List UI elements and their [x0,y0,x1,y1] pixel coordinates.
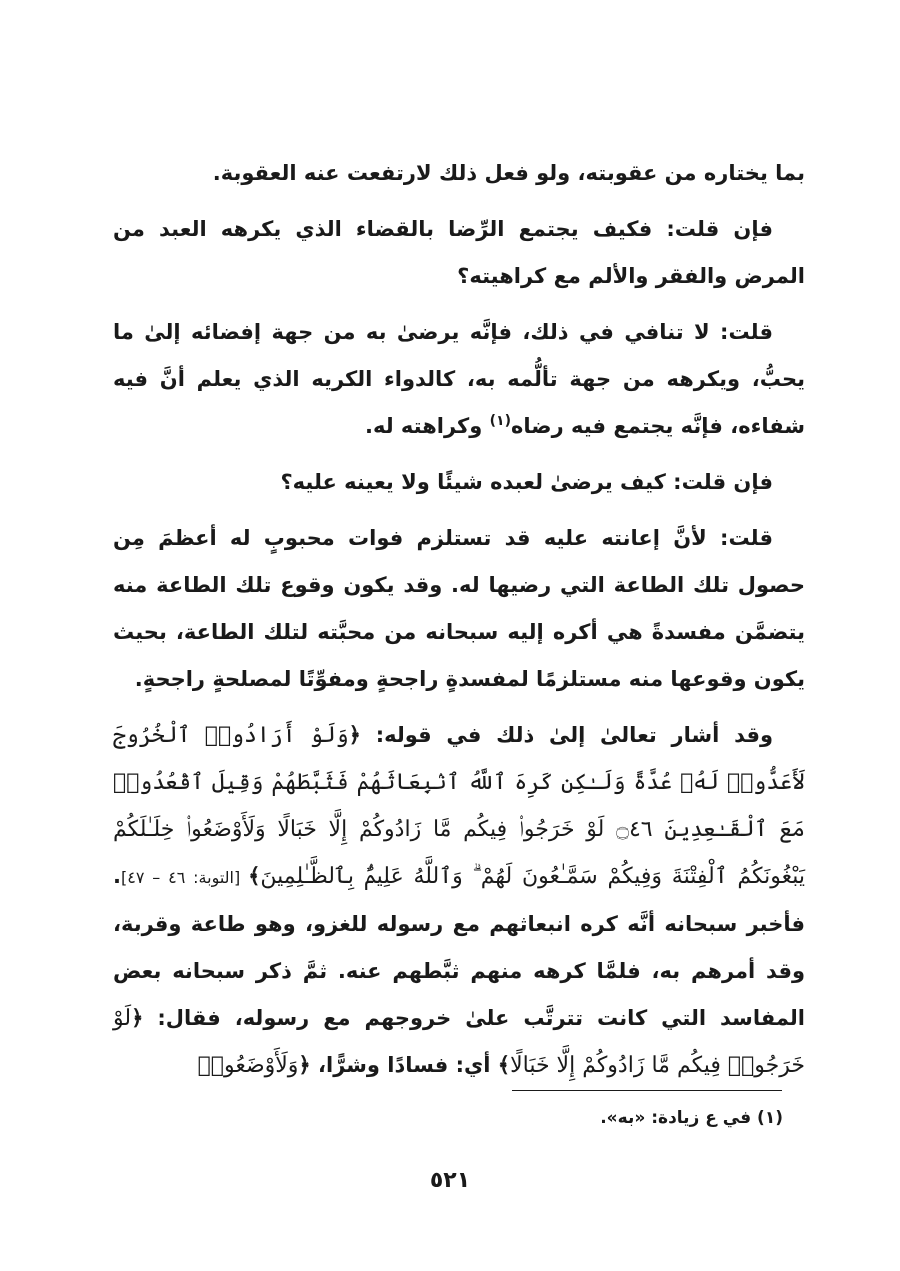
footnote-reference: (١) [489,413,511,429]
paragraph-2 [113,206,805,300]
paragraph-3 [113,309,805,450]
quran-verse: وَلَوْ أَرَادُوا۟ ٱلْخُرُوجَ لَأَعَدُّوا۟ لَهُۥ عُدَّةً وَلَـٰكِن كَرِهَ ٱللَّهُ ٱنۢبِعَاثَهُمْ فَثَبَّطَهُمْ وَقِيلَ ٱقْعُدُوا۟ مَعَ ٱلْقَـٰعِدِينَ ۝٤٦ لَوْ خَرَجُوا۟ فِيكُم مَّا زَادُوكُمْ إِلَّا خَبَالًا وَلَأَوْضَعُوا۟ خِلَـٰلَكُمْ يَبْغُونَكُمُ ٱلْفِتْنَةَ وَفِيكُمْ سَمَّـٰعُونَ لَهُمْ ۗ وَٱللَّهُ عَلِيمٌۢ بِٱلظَّـٰلِمِينَ [113,723,806,889]
quran-verse: وَلَأَوْضَعُوا۟ [197,1053,299,1078]
paragraph-text: فكيف يجتمع الرِّضا بالقضاء الذي يكرهه العبد من المرض والفقر والألم مع كراهيته؟ [113,217,805,288]
ornate-bracket-close: ﴾ [497,1053,511,1077]
ornate-bracket-close: ﴾ [248,864,261,888]
page-body [113,150,805,1098]
paragraph-6 [113,712,805,1089]
footnote [113,1108,783,1128]
paragraph-text: كيف يرضىٰ لعبده شيئًا ولا يعينه عليه؟ [280,470,674,494]
paragraph-text: وكراهته له. [365,414,490,438]
paragraph-text: لا تنافي في ذلك، فإنَّه يرضىٰ به من جهة إفضائه إلىٰ ما يحبُّ، ويكرهه من جهة تألُّمه به، كالدواء الكريه الذي يعلم أنَّ فيه شفاءه، فإنَّه يجتمع فيه رضاه [113,320,805,438]
verse-reference: [التوبة: ٤٦ – ٤٧] [120,868,249,887]
paragraph-text: لأنَّ إعانته عليه قد تستلزم فوات محبوبٍ له أعظمَ مِن حصول تلك الطاعة التي رضيها له. وقد يكون وقوع تلك الطاعة منه يتضمَّن مفسدةً هي أكره إليه سبحانه من محبَّته لتلك الطاعة، بحيث يكون وقوعها منه مستلزمًا لمفسدةٍ راجحةٍ ومفوِّتًا لمصلحةٍ راجحةٍ. [113,526,805,691]
footnote-separator [512,1090,782,1091]
paragraph-text: وقد أشار تعالىٰ إلىٰ ذلك في قوله: [360,723,773,747]
answer-lead: قلت: [720,320,773,344]
ornate-bracket-open: ﴿ [298,1053,311,1077]
paragraph-4 [113,459,805,506]
question-lead: فإن قلت: [673,470,773,494]
footnote-text: (١) في ع زيادة: «به». [600,1108,783,1128]
ornate-bracket-open: ﴿ [131,1006,144,1030]
ornate-bracket-open: ﴿ [348,723,361,747]
paragraph-text: بما يختاره من عقوبته، ولو فعل ذلك لارتفعت عنه العقوبة. [212,161,805,185]
paragraph-text: . فأخبر سبحانه أنَّه كره انبعاثهم مع رسوله للغزو، وهو طاعة وقربة، وقد أمرهم به، فلمَّا كرهه منهم ثبَّطهم عنه. ثمَّ ذكر سبحانه بعض المفاسد التي كانت تترتَّب علىٰ خروجهم مع رسوله، فقال: [113,864,805,1030]
answer-lead: قلت: [720,526,773,550]
paragraph-text: أي: فسادًا وشرًّا، [310,1053,498,1077]
paragraph-5 [113,515,805,703]
quran-verse: لَوْ خَرَجُوا۟ فِيكُم مَّا زَادُوكُمْ إِلَّا خَبَالًا [113,1006,805,1078]
question-lead: فإن قلت: [666,217,773,241]
page-number: ٥٢١ [429,1168,471,1193]
paragraph-1 [113,150,805,197]
